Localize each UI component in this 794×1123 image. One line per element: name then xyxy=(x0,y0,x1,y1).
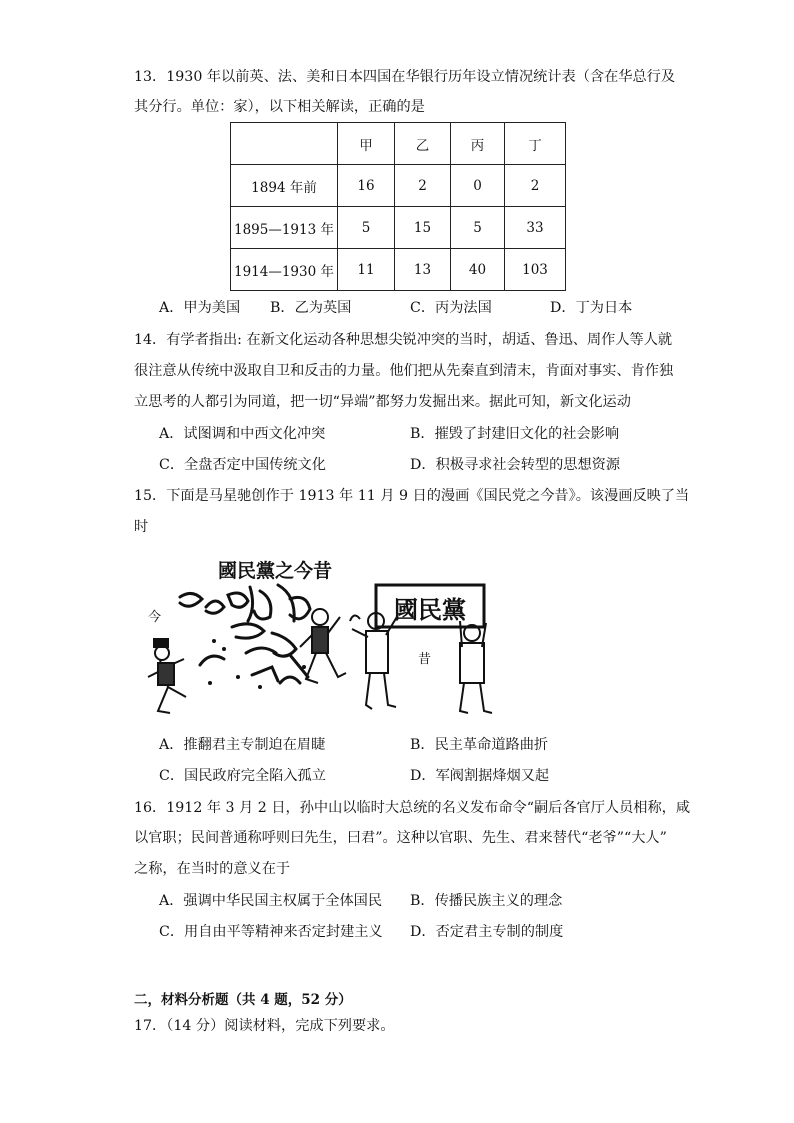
q16-option-d: D．否定君主专制的制度 xyxy=(410,924,564,940)
table-cell: 5 xyxy=(451,207,505,249)
table-cell: 13 xyxy=(395,249,451,291)
table-header-cell: 丙 xyxy=(451,123,505,165)
q15-stem-line1: 15．下面是马星驰创作于 1913 年 11 月 9 日的漫画《国民党之今昔》。该漫画反映了当 xyxy=(134,488,690,504)
q14-option-d: D．积极寻求社会转型的思想资源 xyxy=(410,457,621,473)
q13-stats-table xyxy=(230,122,566,291)
q13-stem-line1: 13．1930 年以前英、法、美和日本四国在华银行历年设立情况统计表（含在华总行及 xyxy=(134,69,676,85)
q17-stem: 17．（14 分）阅读材料，完成下列要求。 xyxy=(134,1018,395,1034)
sign-board xyxy=(376,585,484,627)
table-cell: 1914—1930 年 xyxy=(231,249,338,291)
q15-option-d: D．军阀割据烽烟又起 xyxy=(410,768,550,784)
table-cell: 5 xyxy=(338,207,395,249)
scattered-characters xyxy=(180,585,310,683)
table-cell: 0 xyxy=(451,165,505,207)
table-header-cell: 乙 xyxy=(395,123,451,165)
table-header-cell: 丁 xyxy=(505,123,566,165)
q14-stem-line1: 14．有学者指出: 在新文化运动各种思想尖锐冲突的当时，胡适、鲁迅、周作人等人就 xyxy=(134,332,673,348)
q16-stem-line1: 16．1912 年 3 月 2 日，孙中山以临时大总统的名义发布命令“嗣后各官厅人员相称，咸 xyxy=(134,800,691,816)
q14-stem-line2: 很注意从传统中汲取自卫和反击的力量。他们把从先秦直到清末，肯面对事实、肯作独 xyxy=(134,363,674,379)
table-header-row xyxy=(231,123,566,165)
q13-option-b: B．乙为英国 xyxy=(270,300,352,316)
figure-right-2 xyxy=(460,621,492,713)
q14-option-c: C．全盘否定中国传统文化 xyxy=(159,457,326,473)
table-row xyxy=(231,165,566,207)
scattered-dots xyxy=(208,639,306,689)
table-cell: 40 xyxy=(451,249,505,291)
sign-text: 國民黨 xyxy=(394,595,466,624)
cartoon-label-xi: 昔 xyxy=(418,652,432,667)
q14-option-b: B．摧毁了封建旧文化的社会影响 xyxy=(410,426,620,442)
table-cell xyxy=(231,123,338,165)
table-cell: 15 xyxy=(395,207,451,249)
q16-option-a: A．强调中华民国主权属于全体国民 xyxy=(159,893,383,909)
q14-stem-line3: 立思考的人都引为同道，把一切“异端”都努力发掘出来。据此可知，新文化运动 xyxy=(134,394,631,410)
q13-option-d: D．丁为日本 xyxy=(550,300,633,316)
q13-option-a: A．甲为美国 xyxy=(159,300,241,316)
q16-option-c: C．用自由平等精神来否定封建主义 xyxy=(159,924,383,940)
q16-stem-line3: 之称，在当时的意义在于 xyxy=(134,861,291,877)
cartoon-illustration xyxy=(140,555,500,720)
table-row xyxy=(231,207,566,249)
table-cell: 2 xyxy=(505,165,566,207)
q16-option-b: B．传播民族主义的理念 xyxy=(410,893,563,909)
figure-right-1 xyxy=(350,613,398,709)
q15-option-c: C．国民政府完全陷入孤立 xyxy=(159,768,326,784)
table-row xyxy=(231,249,566,291)
table-cell: 33 xyxy=(505,207,566,249)
cartoon-label-jin: 今 xyxy=(148,610,162,625)
table-cell: 11 xyxy=(338,249,395,291)
table-cell: 2 xyxy=(395,165,451,207)
q16-stem-line2: 以官职；民间普通称呼则曰先生，曰君”。这种以官职、先生、君来替代“老爷”“大人” xyxy=(134,830,667,846)
table-cell: 1895—1913 年 xyxy=(231,207,338,249)
table-header-cell: 甲 xyxy=(338,123,395,165)
cartoon-title: 國民黨之今昔 xyxy=(218,560,333,582)
figure-left-fleeing xyxy=(148,639,186,713)
section2-heading: 二，材料分析题（共 4 题，52 分） xyxy=(134,992,352,1008)
q14-option-a: A．试图调和中西文化冲突 xyxy=(159,426,326,442)
q13-stem-line2: 其分行。单位：家），以下相关解读，正确的是 xyxy=(134,99,425,115)
figure-left-running xyxy=(300,609,346,683)
table-cell: 1894 年前 xyxy=(231,165,338,207)
q13-option-c: C．丙为法国 xyxy=(410,300,492,316)
table-cell: 103 xyxy=(505,249,566,291)
q15-option-b: B．民主革命道路曲折 xyxy=(410,737,549,753)
table-cell: 16 xyxy=(338,165,395,207)
q15-stem-line2: 时 xyxy=(134,519,149,535)
q15-option-a: A．推翻君主专制迫在眉睫 xyxy=(159,737,326,753)
